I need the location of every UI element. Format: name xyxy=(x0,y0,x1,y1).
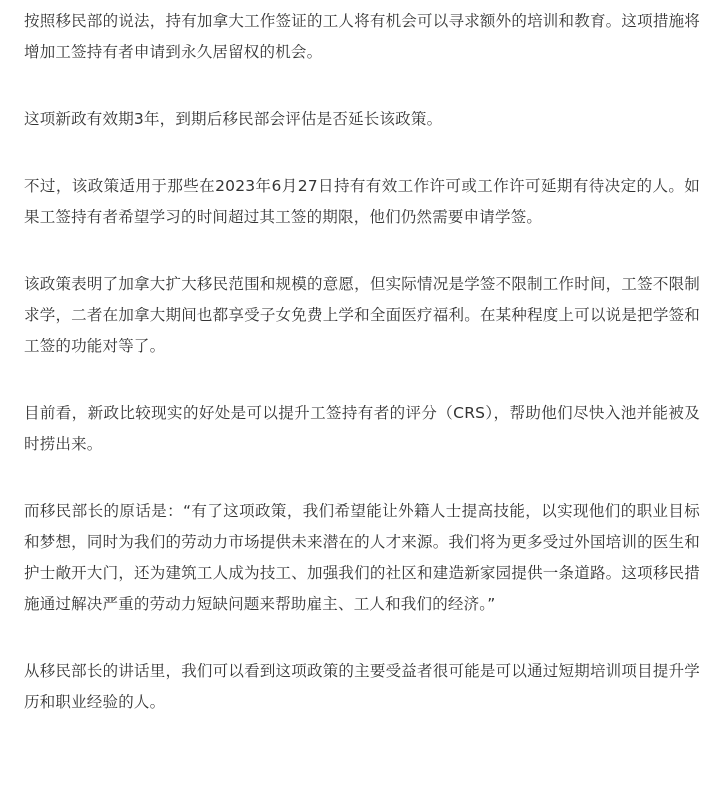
paragraph-conclusion: 从移民部长的讲话里，我们可以看到这项政策的主要受益者很可能是可以通过短期培训项目提升学历和职业经验的人。 xyxy=(24,662,700,711)
paragraph-crs-benefit: 目前看，新政比较现实的好处是可以提升工签持有者的评分（CRS），帮助他们尽快入池并能被及时捞出来。 xyxy=(24,404,700,453)
paragraph-minister-quote: 而移民部长的原话是：“有了这项政策，我们希望能让外籍人士提高技能，以实现他们的职业目标和梦想，同时为我们的劳动力市场提供未来潜在的人才来源。我们将为更多受过外国培训的医生和护士敞开大门，还为建筑工人成为技工、加强我们的社区和建造新家园提供一条道路。这项移民措施通过解决严重的劳动力短缺问题来帮助雇主、工人和我们的经济。” xyxy=(24,502,700,613)
paragraph-eligibility: 不过，该政策适用于那些在2023年6月27日持有有效工作许可或工作许可延期有待决定的人。如果工签持有者希望学习的时间超过其工签的期限，他们仍然需要申请学签。 xyxy=(24,177,700,226)
paragraph-policy-analysis: 该政策表明了加拿大扩大移民范围和规模的意愿，但实际情况是学签不限制工作时间，工签不限制求学，二者在加拿大期间也都享受子女免费上学和全面医疗福利。在某种程度上可以说是把学签和工签的功能对等了。 xyxy=(24,275,700,355)
paragraph-validity-period: 这项新政有效期3年，到期后移民部会评估是否延长该政策。 xyxy=(24,110,443,128)
paragraph-policy-intro: 按照移民部的说法，持有加拿大工作签证的工人将有机会可以寻求额外的培训和教育。这项措施将增加工签持有者申请到永久居留权的机会。 xyxy=(24,12,700,61)
